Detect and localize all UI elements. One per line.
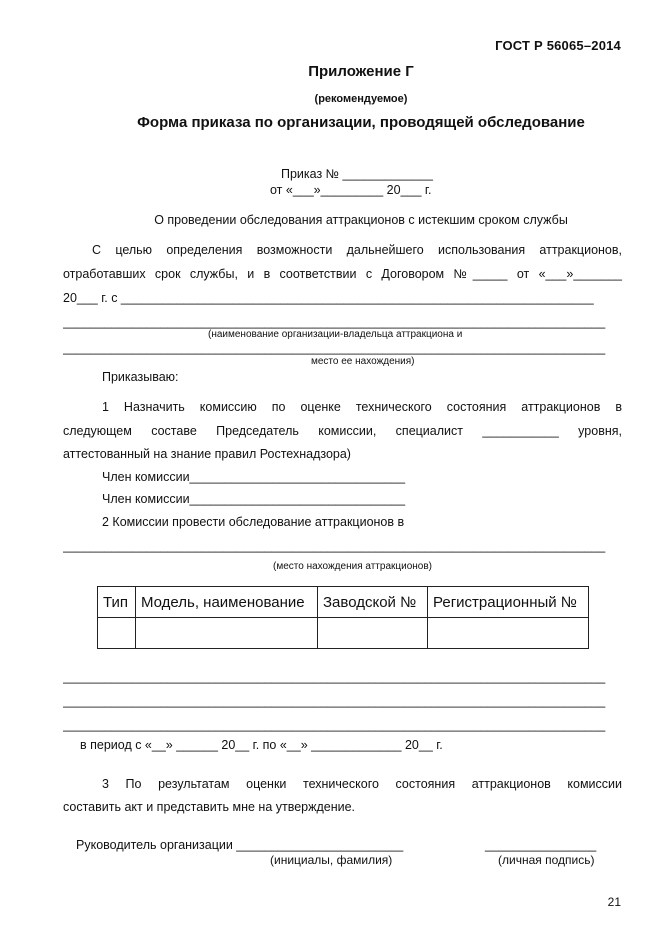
table-cell [136, 618, 318, 649]
intro-line-4: ______________________________________________________________________________ [63, 315, 606, 329]
page-number: 21 [607, 895, 621, 909]
intro-line-1: С целью определения возможности дальнейшего использования аттракционов, [92, 243, 622, 257]
form-title: Форма приказа по организации, проводящей обследование [137, 114, 585, 131]
item3-line-1: 3 По результатам оценки технического состояния аттракционов комиссии [102, 777, 622, 791]
appendix-title: Приложение Г [308, 63, 414, 80]
item1-line-2: следующем составе Председатель комиссии, специалист ___________ уровня, [63, 424, 622, 438]
order-word: Приказываю: [102, 370, 179, 384]
signature-caption: (личная подпись) [498, 853, 595, 867]
column-header-serial: Заводской № [318, 587, 428, 618]
intro-line-3: 20___ г. с ____________________________________________________________________ [63, 291, 594, 305]
order-number-line: Приказ № _____________ [281, 167, 433, 181]
blank-line-1: ______________________________________________________________________________ [63, 670, 606, 684]
column-header-type: Тип [98, 587, 136, 618]
standard-code: ГОСТ Р 56065–2014 [495, 38, 621, 53]
attractions-table [97, 586, 589, 649]
order-subject: О проведении обследования аттракционов с истекшим сроком службы [154, 213, 568, 227]
column-header-model: Модель, наименование [136, 587, 318, 618]
blank-line-3: ______________________________________________________________________________ [63, 718, 606, 732]
item3-line-2: составить акт и представить мне на утверждение. [63, 800, 356, 814]
attraction-location-caption: (место нахождения аттракционов) [273, 561, 432, 572]
table-cell [428, 618, 589, 649]
head-signature-line: Руководитель организации ________________________ [76, 838, 404, 852]
table-row [98, 618, 589, 649]
location-caption: место ее нахождения) [311, 356, 415, 367]
column-header-registration: Регистрационный № [428, 587, 589, 618]
appendix-status: (рекомендуемое) [314, 93, 408, 105]
period-line: в период с «__» ______ 20__ г. по «__» _____________ 20__ г. [80, 738, 443, 752]
commission-member-2: Член комиссии_______________________________ [102, 492, 406, 506]
table-header-row [98, 587, 589, 618]
initials-caption: (инициалы, фамилия) [270, 853, 393, 867]
table-cell [318, 618, 428, 649]
owner-caption: (наименование организации-владельца аттракциона и [208, 329, 463, 340]
intro-line-2: отработавших срок службы, и в соответствии с Договором №_____ от «___»_______ [63, 267, 622, 281]
personal-signature-blank: ________________ [485, 838, 597, 852]
item1-line-3: аттестованный на знание правил Ростехнадзора) [63, 447, 351, 461]
order-date-line: от «___»_________ 20___ г. [270, 183, 432, 197]
item2-line-1: 2 Комиссии провести обследование аттракционов в [102, 515, 405, 529]
blank-line-2: ______________________________________________________________________________ [63, 694, 606, 708]
commission-member-1: Член комиссии_______________________________ [102, 470, 406, 484]
intro-line-5: ______________________________________________________________________________ [63, 341, 606, 355]
item1-line-1: 1 Назначить комиссию по оценке технического состояния аттракционов в [102, 400, 622, 414]
item2-line-2: ______________________________________________________________________________ [63, 539, 606, 553]
table-cell [98, 618, 136, 649]
